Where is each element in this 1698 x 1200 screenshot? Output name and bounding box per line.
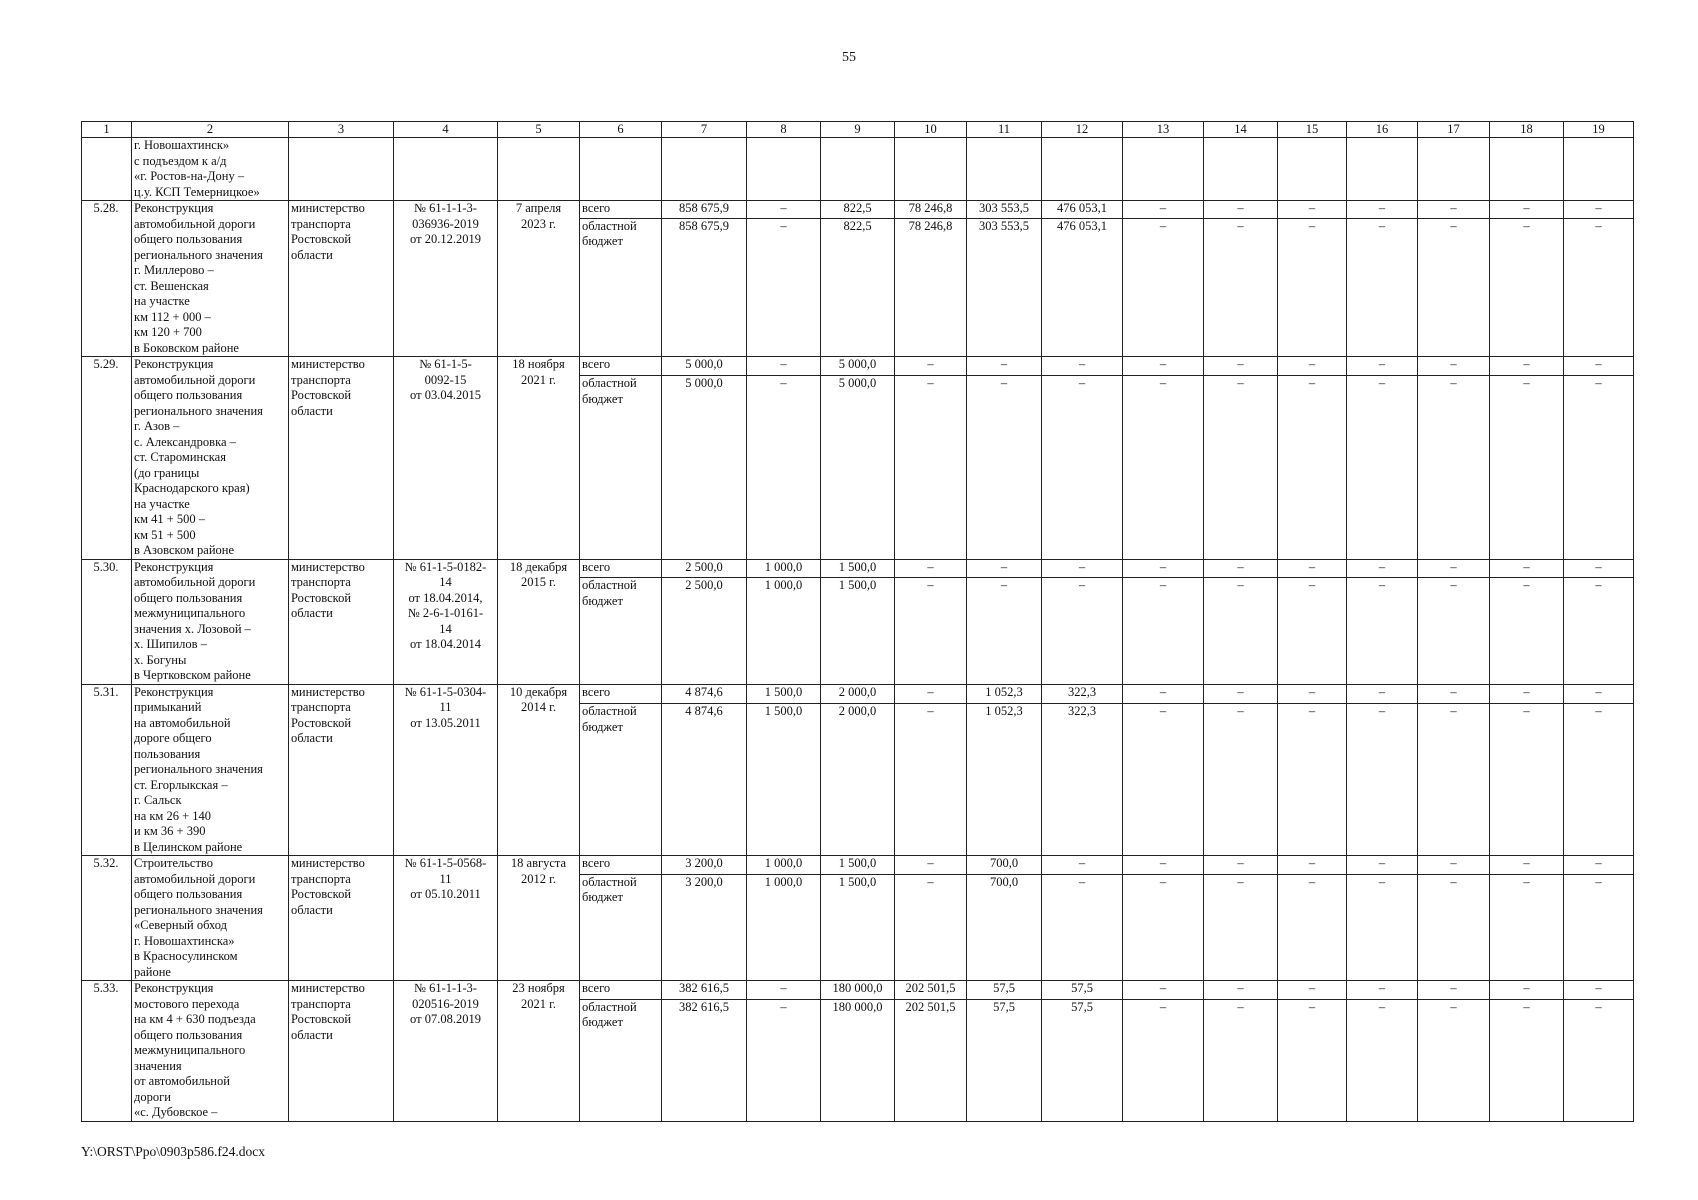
column-header-5: 5 — [498, 122, 580, 138]
cell-funding-source: всего — [580, 559, 662, 578]
cell-funding-source: областной бюджет — [580, 704, 662, 856]
cell-no: 5.28. — [82, 201, 132, 357]
cell-value-col-14: – — [1204, 218, 1278, 356]
cell-value-col-19: – — [1564, 376, 1634, 559]
cell-value-col-13: – — [1123, 578, 1204, 684]
cell-value-col-19: – — [1564, 704, 1634, 856]
cell-value-col-9: 5 000,0 — [821, 357, 895, 376]
column-header-2: 2 — [132, 122, 289, 138]
cell-value-col-9: 1 500,0 — [821, 874, 895, 980]
cell-empty — [967, 138, 1042, 201]
cell-value-col-15: – — [1278, 578, 1347, 684]
cell-empty — [1564, 138, 1634, 201]
cell-value-col-17: – — [1418, 201, 1490, 219]
cell-value-col-7: 3 200,0 — [662, 874, 747, 980]
column-header-18: 18 — [1490, 122, 1564, 138]
cell-empty — [662, 138, 747, 201]
file-path-footer: Y:\ORST\Ppo\0903p586.f24.docx — [81, 1144, 266, 1159]
cell-value-col-19: – — [1564, 218, 1634, 356]
cell-value-col-7: 5 000,0 — [662, 376, 747, 559]
cell-value-col-18: – — [1490, 981, 1564, 1000]
cell-value-col-18: – — [1490, 684, 1564, 704]
table-body — [82, 138, 1634, 1122]
cell-value-col-16: – — [1347, 559, 1418, 578]
column-header-17: 17 — [1418, 122, 1490, 138]
cell-value-col-15: – — [1278, 684, 1347, 704]
cell-value-col-12: – — [1042, 357, 1123, 376]
cell-value-col-18: – — [1490, 357, 1564, 376]
cell-document: № 61-1-5-0304- 11 от 13.05.2011 — [394, 684, 498, 856]
cell-value-col-15: – — [1278, 999, 1347, 1121]
continuation-row — [82, 138, 1634, 201]
cell-value-col-19: – — [1564, 201, 1634, 219]
cell-project-name: Реконструкция автомобильной дороги общего пользования межмуниципального значения х. Лозовой – х. Шипилов – х. Богуны в Чертковском районе — [132, 559, 289, 684]
cell-value-col-12: 322,3 — [1042, 684, 1123, 704]
cell-value-col-18: – — [1490, 999, 1564, 1121]
cell-value-col-16: – — [1347, 578, 1418, 684]
cell-value-col-11: 700,0 — [967, 856, 1042, 875]
cell-value-col-11: 1 052,3 — [967, 704, 1042, 856]
cell-value-col-12: 476 053,1 — [1042, 218, 1123, 356]
cell-funding-source: всего — [580, 357, 662, 376]
cell-value-col-18: – — [1490, 874, 1564, 980]
cell-value-col-8: – — [747, 981, 821, 1000]
cell-agency: министерство транспорта Ростовской области — [289, 201, 394, 357]
cell-value-col-11: 700,0 — [967, 874, 1042, 980]
cell-value-col-9: 822,5 — [821, 218, 895, 356]
cell-value-col-16: – — [1347, 684, 1418, 704]
cell-value-col-12: 476 053,1 — [1042, 201, 1123, 219]
cell-date: 10 декабря 2014 г. — [498, 684, 580, 856]
column-header-16: 16 — [1347, 122, 1418, 138]
cell-value-col-12: – — [1042, 856, 1123, 875]
cell-value-col-10: – — [895, 578, 967, 684]
cell-value-col-12: – — [1042, 874, 1123, 980]
cell-value-col-10: – — [895, 874, 967, 980]
project-row-5-30-total — [82, 559, 1634, 578]
cell-value-col-14: – — [1204, 201, 1278, 219]
cell-value-col-7: 5 000,0 — [662, 357, 747, 376]
cell-value-col-11: – — [967, 376, 1042, 559]
cell-value-col-12: 57,5 — [1042, 981, 1123, 1000]
cell-value-col-11: – — [967, 357, 1042, 376]
cell-no — [82, 138, 132, 201]
cell-value-col-19: – — [1564, 874, 1634, 980]
cell-value-col-18: – — [1490, 856, 1564, 875]
cell-value-col-17: – — [1418, 684, 1490, 704]
cell-value-col-8: 1 000,0 — [747, 856, 821, 875]
cell-value-col-7: 858 675,9 — [662, 218, 747, 356]
cell-value-col-16: – — [1347, 981, 1418, 1000]
cell-value-col-14: – — [1204, 874, 1278, 980]
cell-value-col-9: 2 000,0 — [821, 684, 895, 704]
column-header-4: 4 — [394, 122, 498, 138]
cell-agency: министерство транспорта Ростовской области — [289, 856, 394, 981]
cell-funding-source: областной бюджет — [580, 874, 662, 980]
cell-value-col-10: 202 501,5 — [895, 981, 967, 1000]
cell-value-col-18: – — [1490, 201, 1564, 219]
cell-value-col-8: 1 000,0 — [747, 874, 821, 980]
cell-empty — [394, 138, 498, 201]
cell-value-col-13: – — [1123, 559, 1204, 578]
cell-value-col-8: 1 000,0 — [747, 578, 821, 684]
page-number: 55 — [842, 50, 856, 65]
cell-date: 18 декабря 2015 г. — [498, 559, 580, 684]
cell-value-col-18: – — [1490, 376, 1564, 559]
cell-value-col-16: – — [1347, 874, 1418, 980]
cell-value-col-14: – — [1204, 856, 1278, 875]
cell-value-col-14: – — [1204, 578, 1278, 684]
cell-value-col-13: – — [1123, 357, 1204, 376]
cell-project-name: Реконструкция автомобильной дороги общего пользования регионального значения г. Миллерово – ст. Вешенская на участке км 112 + 000 – км 120 + 700 в Боковском районе — [132, 201, 289, 357]
cell-value-col-19: – — [1564, 999, 1634, 1121]
cell-value-col-10: 78 246,8 — [895, 218, 967, 356]
column-header-10: 10 — [895, 122, 967, 138]
cell-value-col-17: – — [1418, 376, 1490, 559]
cell-empty — [1278, 138, 1347, 201]
column-header-19: 19 — [1564, 122, 1634, 138]
cell-value-col-9: 822,5 — [821, 201, 895, 219]
cell-empty — [580, 138, 662, 201]
cell-value-col-14: – — [1204, 357, 1278, 376]
cell-value-col-9: 1 500,0 — [821, 559, 895, 578]
cell-date: 18 ноября 2021 г. — [498, 357, 580, 560]
cell-value-col-13: – — [1123, 704, 1204, 856]
cell-funding-source: областной бюджет — [580, 578, 662, 684]
cell-value-col-10: – — [895, 376, 967, 559]
cell-empty — [895, 138, 967, 201]
cell-value-col-13: – — [1123, 201, 1204, 219]
cell-value-col-14: – — [1204, 376, 1278, 559]
cell-no: 5.30. — [82, 559, 132, 684]
cell-value-col-8: 1 500,0 — [747, 704, 821, 856]
cell-value-col-7: 382 616,5 — [662, 981, 747, 1000]
cell-value-col-16: – — [1347, 376, 1418, 559]
cell-value-col-15: – — [1278, 874, 1347, 980]
cell-project-name: Реконструкция примыканий на автомобильной дороге общего пользования регионального значения ст. Егорлыкская – г. Сальск на км 26 + 140 и км 36 + 390 в Целинском районе — [132, 684, 289, 856]
cell-empty — [821, 138, 895, 201]
cell-no: 5.33. — [82, 981, 132, 1122]
column-header-8: 8 — [747, 122, 821, 138]
column-header-12: 12 — [1042, 122, 1123, 138]
cell-value-col-14: – — [1204, 684, 1278, 704]
cell-empty — [747, 138, 821, 201]
cell-funding-source: областной бюджет — [580, 376, 662, 559]
cell-value-col-16: – — [1347, 218, 1418, 356]
cell-value-col-11: 1 052,3 — [967, 684, 1042, 704]
cell-value-col-8: – — [747, 218, 821, 356]
cell-no: 5.32. — [82, 856, 132, 981]
cell-date: 18 августа 2012 г. — [498, 856, 580, 981]
cell-empty — [1042, 138, 1123, 201]
column-header-15: 15 — [1278, 122, 1347, 138]
cell-funding-source: всего — [580, 981, 662, 1000]
cell-value-col-7: 382 616,5 — [662, 999, 747, 1121]
cell-document: № 61-1-5-0182- 14 от 18.04.2014, № 2-6-1-0161- 14 от 18.04.2014 — [394, 559, 498, 684]
cell-value-col-12: 322,3 — [1042, 704, 1123, 856]
cell-empty — [289, 138, 394, 201]
cell-agency: министерство транспорта Ростовской области — [289, 981, 394, 1122]
cell-value-col-7: 858 675,9 — [662, 201, 747, 219]
cell-value-col-9: 180 000,0 — [821, 999, 895, 1121]
cell-value-col-12: – — [1042, 376, 1123, 559]
cell-value-col-18: – — [1490, 578, 1564, 684]
cell-value-col-16: – — [1347, 999, 1418, 1121]
cell-date: 23 ноября 2021 г. — [498, 981, 580, 1122]
cell-value-col-13: – — [1123, 999, 1204, 1121]
cell-value-col-15: – — [1278, 201, 1347, 219]
cell-funding-source: областной бюджет — [580, 218, 662, 356]
column-header-3: 3 — [289, 122, 394, 138]
cell-value-col-19: – — [1564, 981, 1634, 1000]
cell-value-col-10: – — [895, 684, 967, 704]
cell-value-col-9: 180 000,0 — [821, 981, 895, 1000]
cell-funding-source: всего — [580, 201, 662, 219]
cell-value-col-14: – — [1204, 559, 1278, 578]
cell-value-col-17: – — [1418, 999, 1490, 1121]
cell-value-col-13: – — [1123, 376, 1204, 559]
cell-empty — [1123, 138, 1204, 201]
cell-value-col-8: – — [747, 999, 821, 1121]
cell-value-col-18: – — [1490, 704, 1564, 856]
cell-value-col-17: – — [1418, 357, 1490, 376]
cell-value-col-8: – — [747, 376, 821, 559]
cell-value-col-15: – — [1278, 704, 1347, 856]
column-header-6: 6 — [580, 122, 662, 138]
cell-document: № 61-1-5- 0092-15 от 03.04.2015 — [394, 357, 498, 560]
column-header-14: 14 — [1204, 122, 1278, 138]
cell-empty — [1490, 138, 1564, 201]
cell-no: 5.29. — [82, 357, 132, 560]
cell-empty — [498, 138, 580, 201]
cell-value-col-16: – — [1347, 856, 1418, 875]
cell-value-col-10: 78 246,8 — [895, 201, 967, 219]
cell-project-name: Строительство автомобильной дороги общего пользования регионального значения «Северный обход г. Новошахтинска» в Красносулинском районе — [132, 856, 289, 981]
cell-agency: министерство транспорта Ростовской области — [289, 559, 394, 684]
cell-empty — [1204, 138, 1278, 201]
cell-value-col-16: – — [1347, 201, 1418, 219]
cell-value-col-8: 1 000,0 — [747, 559, 821, 578]
cell-value-col-19: – — [1564, 357, 1634, 376]
cell-value-col-10: – — [895, 559, 967, 578]
cell-empty — [1347, 138, 1418, 201]
cell-value-col-15: – — [1278, 357, 1347, 376]
cell-value-col-10: 202 501,5 — [895, 999, 967, 1121]
cell-agency: министерство транспорта Ростовской области — [289, 684, 394, 856]
cell-value-col-9: 1 500,0 — [821, 578, 895, 684]
cell-value-col-9: 2 000,0 — [821, 704, 895, 856]
cell-value-col-15: – — [1278, 856, 1347, 875]
cell-agency: министерство транспорта Ростовской области — [289, 357, 394, 560]
cell-value-col-16: – — [1347, 704, 1418, 856]
column-header-13: 13 — [1123, 122, 1204, 138]
cell-date: 7 апреля 2023 г. — [498, 201, 580, 357]
cell-value-col-17: – — [1418, 874, 1490, 980]
cell-value-col-19: – — [1564, 856, 1634, 875]
cell-value-col-11: 57,5 — [967, 981, 1042, 1000]
cell-value-col-13: – — [1123, 856, 1204, 875]
cell-value-col-14: – — [1204, 704, 1278, 856]
cell-value-col-15: – — [1278, 218, 1347, 356]
cell-value-col-7: 2 500,0 — [662, 559, 747, 578]
cell-value-col-15: – — [1278, 376, 1347, 559]
cell-value-col-13: – — [1123, 981, 1204, 1000]
column-header-1: 1 — [82, 122, 132, 138]
project-row-5-28-total — [82, 201, 1634, 219]
cell-value-col-7: 4 874,6 — [662, 684, 747, 704]
cell-value-col-7: 2 500,0 — [662, 578, 747, 684]
cell-value-col-15: – — [1278, 981, 1347, 1000]
cell-value-col-17: – — [1418, 559, 1490, 578]
cell-funding-source: всего — [580, 856, 662, 875]
budget-table — [81, 121, 1634, 1122]
project-row-5-31-total — [82, 684, 1634, 704]
cell-value-col-19: – — [1564, 684, 1634, 704]
cell-project-name: Реконструкция автомобильной дороги общего пользования регионального значения г. Азов – с. Александровка – ст. Староминская (до границы Краснодарского края) на участке км 41 + 500 – км 51 + 500 в Азовском районе — [132, 357, 289, 560]
cell-value-col-11: 57,5 — [967, 999, 1042, 1121]
cell-value-col-19: – — [1564, 578, 1634, 684]
project-row-5-29-total — [82, 357, 1634, 376]
cell-value-col-9: 1 500,0 — [821, 856, 895, 875]
column-header-9: 9 — [821, 122, 895, 138]
cell-value-col-14: – — [1204, 981, 1278, 1000]
budget-table-wrapper — [81, 121, 1634, 1122]
cell-no: 5.31. — [82, 684, 132, 856]
cell-value-col-17: – — [1418, 981, 1490, 1000]
cell-value-col-7: 4 874,6 — [662, 704, 747, 856]
cell-value-col-10: – — [895, 856, 967, 875]
cell-empty — [1418, 138, 1490, 201]
cell-value-col-8: – — [747, 357, 821, 376]
cell-project-name: г. Новошахтинск» с подъездом к а/д «г. Ростов-на-Дону – ц.у. КСП Темерницкое» — [132, 138, 289, 201]
cell-value-col-13: – — [1123, 684, 1204, 704]
cell-document: № 61-1-5-0568- 11 от 05.10.2011 — [394, 856, 498, 981]
cell-value-col-13: – — [1123, 874, 1204, 980]
cell-value-col-17: – — [1418, 218, 1490, 356]
column-header-11: 11 — [967, 122, 1042, 138]
cell-value-col-9: 5 000,0 — [821, 376, 895, 559]
cell-project-name: Реконструкция мостового перехода на км 4 + 630 подъезда общего пользования межмуниципального значения от автомобильной дороги «с. Дубовское – — [132, 981, 289, 1122]
cell-value-col-11: 303 553,5 — [967, 218, 1042, 356]
cell-value-col-8: – — [747, 201, 821, 219]
cell-value-col-15: – — [1278, 559, 1347, 578]
cell-value-col-12: 57,5 — [1042, 999, 1123, 1121]
cell-value-col-11: 303 553,5 — [967, 201, 1042, 219]
cell-value-col-17: – — [1418, 704, 1490, 856]
column-number-header — [82, 122, 1634, 138]
cell-value-col-16: – — [1347, 357, 1418, 376]
cell-value-col-7: 3 200,0 — [662, 856, 747, 875]
cell-value-col-11: – — [967, 559, 1042, 578]
cell-value-col-13: – — [1123, 218, 1204, 356]
project-row-5-33-total — [82, 981, 1634, 1000]
cell-funding-source: областной бюджет — [580, 999, 662, 1121]
cell-value-col-11: – — [967, 578, 1042, 684]
cell-value-col-12: – — [1042, 559, 1123, 578]
cell-value-col-18: – — [1490, 218, 1564, 356]
cell-document: № 61-1-1-3- 020516-2019 от 07.08.2019 — [394, 981, 498, 1122]
cell-value-col-18: – — [1490, 559, 1564, 578]
cell-value-col-10: – — [895, 704, 967, 856]
cell-value-col-8: 1 500,0 — [747, 684, 821, 704]
cell-value-col-19: – — [1564, 559, 1634, 578]
cell-value-col-10: – — [895, 357, 967, 376]
cell-value-col-14: – — [1204, 999, 1278, 1121]
project-row-5-32-total — [82, 856, 1634, 875]
cell-value-col-17: – — [1418, 856, 1490, 875]
cell-document: № 61-1-1-3- 036936-2019 от 20.12.2019 — [394, 201, 498, 357]
cell-value-col-17: – — [1418, 578, 1490, 684]
column-header-7: 7 — [662, 122, 747, 138]
cell-funding-source: всего — [580, 684, 662, 704]
cell-value-col-12: – — [1042, 578, 1123, 684]
